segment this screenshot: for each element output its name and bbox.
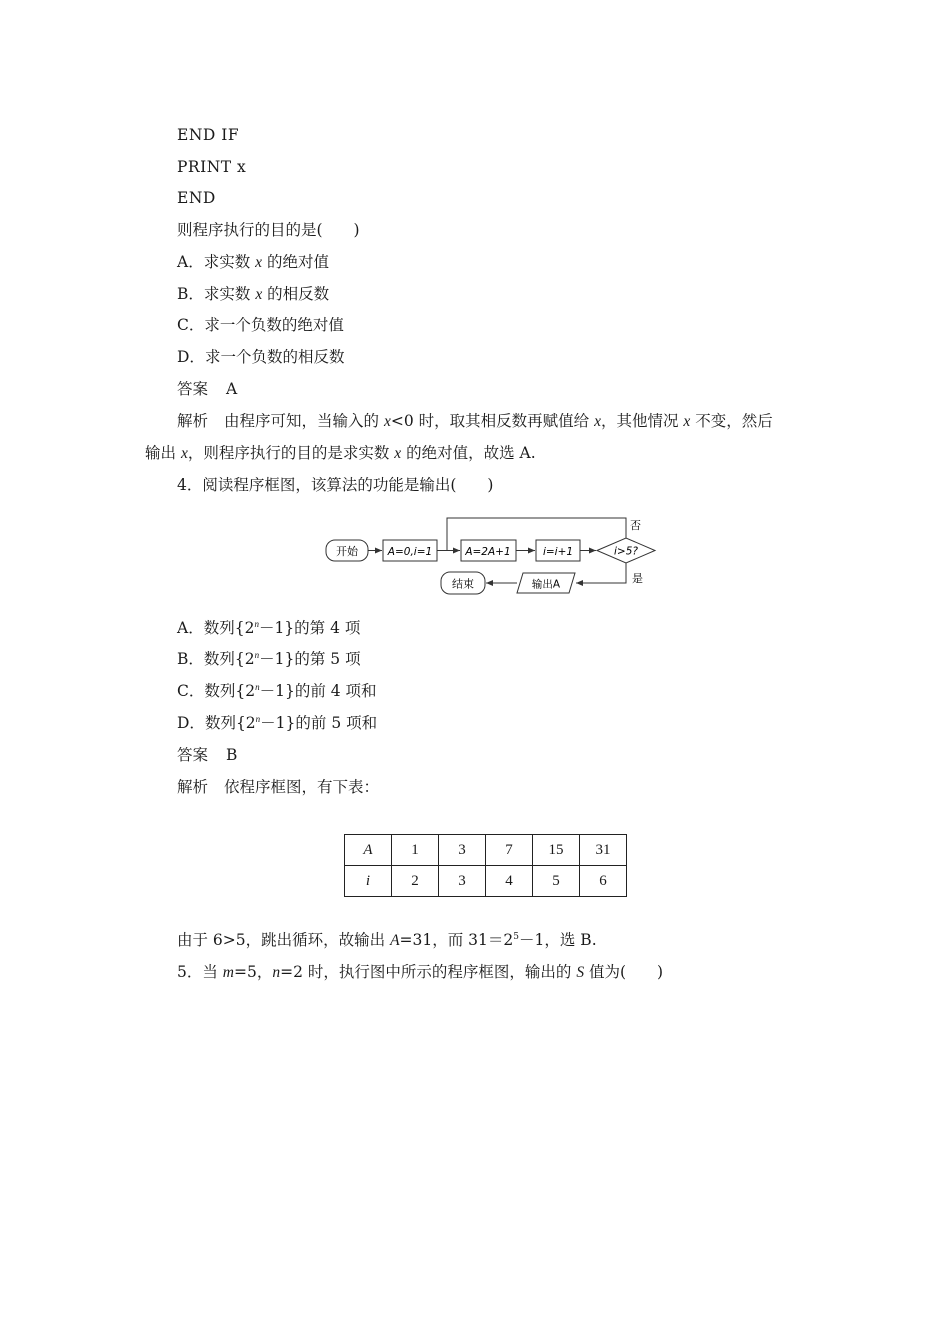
q3-explain-line2 bbox=[145, 443, 536, 464]
q4-answer bbox=[177, 745, 237, 765]
flow-cond-label: i>5? bbox=[614, 545, 638, 558]
option-sup: n bbox=[254, 618, 259, 629]
explain-var: x bbox=[683, 413, 691, 430]
explain-var: x bbox=[180, 445, 188, 462]
flow-inc-label: i=i+1 bbox=[542, 546, 574, 558]
option-text: 数列{2 bbox=[204, 682, 256, 700]
q3-stem: 则程序执行的目的是( ) bbox=[177, 221, 360, 239]
table-cell: 7 bbox=[486, 835, 533, 866]
q4-option-b bbox=[177, 649, 361, 669]
answer-label: 答案 bbox=[177, 380, 209, 398]
q5-var-s: S bbox=[576, 964, 585, 981]
option-text-post: －1}的前 4 项和 bbox=[259, 682, 377, 700]
table-cell: 1 bbox=[392, 835, 439, 866]
q5-text: =5， bbox=[234, 963, 273, 981]
explain-var: x bbox=[394, 445, 402, 462]
q5-stem bbox=[177, 962, 663, 983]
option-text: 求实数 bbox=[203, 253, 256, 271]
explain-label: 解析 bbox=[177, 778, 209, 796]
explain-var: x bbox=[383, 413, 391, 430]
q3-explain-line1 bbox=[177, 411, 773, 432]
option-text-post: －1}的前 5 项和 bbox=[260, 714, 378, 732]
table-row bbox=[345, 866, 627, 897]
table-cell: 3 bbox=[439, 866, 486, 897]
table-row bbox=[345, 835, 627, 866]
code-end: END bbox=[177, 189, 216, 207]
flow-init-label: A=0,i=1 bbox=[387, 546, 433, 558]
flow-end-label: 结束 bbox=[452, 577, 474, 591]
q5-text: 5．当 bbox=[177, 963, 223, 981]
q3-option-c bbox=[177, 315, 344, 335]
q4-explain bbox=[177, 777, 379, 797]
q3-option-d bbox=[177, 347, 344, 367]
option-text-post: 的相反数 bbox=[262, 285, 330, 303]
flow-assign-label: A=2A+1 bbox=[465, 546, 511, 558]
answer-value: B bbox=[226, 746, 238, 764]
explain-label: 解析 bbox=[177, 412, 209, 430]
flow-no-label: 否 bbox=[630, 519, 641, 532]
option-text: 数列{2 bbox=[203, 619, 255, 637]
explain-text: 由程序可知，当输入的 bbox=[224, 412, 384, 430]
explain-text: 的绝对值，故选 A. bbox=[401, 444, 536, 462]
option-text-post: －1}的第 5 项 bbox=[259, 650, 361, 668]
option-text: 数列{2 bbox=[203, 650, 255, 668]
code-print-x: PRINT x bbox=[177, 158, 247, 176]
q4-option-c bbox=[177, 681, 377, 701]
flow-yes-label: 是 bbox=[632, 572, 643, 585]
conclusion-text: =31，而 31＝2 bbox=[399, 931, 514, 949]
conclusion-text: －1，选 B. bbox=[519, 931, 597, 949]
option-text: 求一个负数的绝对值 bbox=[204, 316, 344, 334]
q4-stem: 4．阅读程序框图，该算法的功能是输出( ) bbox=[177, 476, 494, 494]
explain-text: <0 时，取其相反数再赋值给 bbox=[390, 412, 595, 430]
q3-answer bbox=[177, 379, 237, 399]
q3-option-b bbox=[177, 284, 329, 305]
option-letter: A． bbox=[177, 253, 204, 271]
explain-text: 输出 bbox=[145, 444, 181, 462]
explain-text: 不变，然后 bbox=[690, 412, 773, 430]
conclusion-var: A bbox=[390, 932, 400, 949]
option-letter: B． bbox=[177, 285, 204, 303]
option-text: 数列{2 bbox=[204, 714, 256, 732]
option-var: x bbox=[255, 286, 263, 303]
option-var: x bbox=[255, 254, 263, 271]
q4-option-a bbox=[177, 618, 360, 638]
explain-text: ，其他情况 bbox=[600, 412, 684, 430]
q5-var-n: n bbox=[272, 964, 281, 981]
table-cell: 15 bbox=[533, 835, 580, 866]
table-cell: 4 bbox=[486, 866, 533, 897]
q5-var-m: m bbox=[222, 964, 234, 981]
explain-text: ，则程序执行的目的是求实数 bbox=[187, 444, 395, 462]
answer-value: A bbox=[226, 380, 238, 398]
option-letter: A． bbox=[177, 619, 204, 637]
option-text: 求实数 bbox=[203, 285, 256, 303]
option-text: 求一个负数的相反数 bbox=[204, 348, 345, 366]
flow-output-label: 输出A bbox=[531, 578, 561, 591]
explain-var: x bbox=[594, 413, 601, 430]
q3-option-a bbox=[177, 252, 329, 273]
option-letter: C． bbox=[177, 682, 205, 700]
option-letter: D． bbox=[177, 348, 205, 366]
q5-text: 值为( ) bbox=[584, 963, 664, 981]
q4-option-d bbox=[177, 713, 377, 733]
option-letter: C． bbox=[177, 316, 205, 334]
table-cell: 5 bbox=[533, 866, 580, 897]
table-cell: 2 bbox=[392, 866, 439, 897]
explain-text: 依程序框图，有下表： bbox=[224, 778, 380, 796]
option-letter: D． bbox=[177, 714, 205, 732]
option-text-post: 的绝对值 bbox=[262, 253, 329, 271]
value-table bbox=[344, 834, 627, 897]
option-text-post: －1}的第 4 项 bbox=[258, 619, 361, 637]
option-sup: n bbox=[254, 649, 260, 660]
table-cell: 3 bbox=[439, 835, 486, 866]
flow-start-label: 开始 bbox=[336, 545, 358, 558]
conclusion-sup: 5 bbox=[513, 931, 520, 942]
q4-conclusion bbox=[177, 930, 597, 951]
answer-label: 答案 bbox=[177, 746, 209, 764]
table-cell: 31 bbox=[580, 835, 627, 866]
table-cell: 6 bbox=[580, 866, 627, 897]
option-letter: B． bbox=[177, 650, 204, 668]
option-sup: n bbox=[255, 713, 261, 724]
q5-text: =2 时，执行图中所示的程序框图，输出的 bbox=[280, 963, 577, 981]
option-sup: n bbox=[255, 681, 260, 692]
table-cell: A bbox=[345, 835, 392, 866]
flowchart bbox=[320, 510, 665, 600]
conclusion-text: 由于 6>5，跳出循环，故输出 bbox=[177, 931, 391, 949]
code-end-if: END IF bbox=[177, 126, 240, 144]
table-cell: i bbox=[345, 866, 392, 897]
